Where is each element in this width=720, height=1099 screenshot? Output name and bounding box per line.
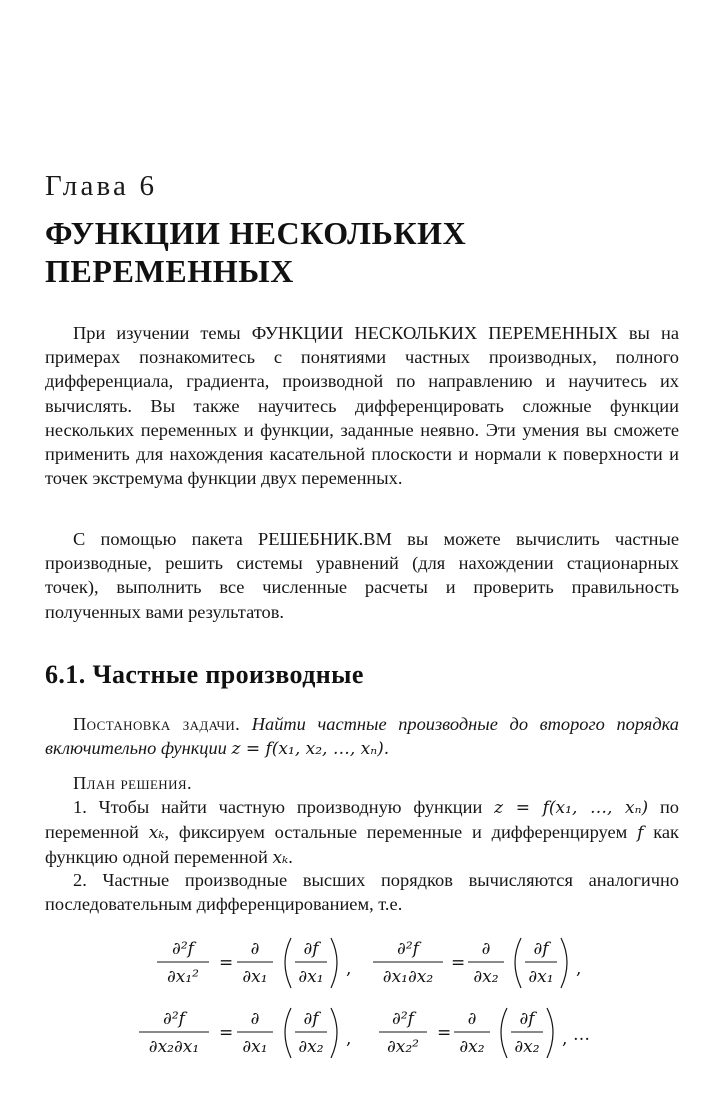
r1-left-num: ∂²f [172, 939, 194, 959]
task-label: Постановка задачи. [73, 714, 241, 734]
r1-inner2-num: ∂f [533, 939, 549, 959]
r1-inner2-den: ∂x₁ [528, 967, 554, 987]
step1-text-c: , фиксируем остальные переменные и дифференцируем [164, 822, 628, 843]
step1-text-b: по переменной [45, 797, 679, 843]
r1-left-den: ∂x₁² [166, 967, 200, 987]
chapter-title-line-2: ПЕРЕМЕННЫХ [45, 253, 294, 289]
r2-ellipsis: … [573, 1025, 590, 1045]
step1-text-a: 1. Чтобы найти частную производную функции [73, 797, 483, 817]
chapter-title [45, 214, 679, 290]
task-formula: z = f(x₁, x₂, …, xₙ). [231, 739, 390, 760]
chapter-title-line-1: ФУНКЦИИ НЕСКОЛЬКИХ [45, 215, 467, 251]
plan-step-2: 2. Частные производные высших порядков вычисляются аналогично последовательным дифференцированием, т.е. [45, 870, 679, 915]
r2-eq: = [219, 1023, 234, 1043]
section-title: 6.1. Частные производные [45, 660, 364, 689]
step1-variable: xₖ [148, 823, 165, 844]
r2-inner-num: ∂f [303, 1009, 319, 1029]
r2-left-den: ∂x₂∂x₁ [148, 1037, 200, 1057]
r1-op2-den: ∂x₂ [473, 967, 499, 987]
formula-row-2 [139, 1008, 590, 1058]
chapter-label: Глава 6 [45, 170, 158, 202]
step1-function: f [637, 823, 644, 844]
r2-op2-num: ∂ [467, 1009, 477, 1029]
formula-row-1 [157, 938, 581, 988]
r1-right-num: ∂²f [397, 939, 419, 959]
r1-op2-num: ∂ [481, 939, 491, 959]
r1-eq-2: = [451, 953, 466, 973]
step1-variable-2: xₖ [272, 848, 289, 869]
r2-inner-den: ∂x₂ [298, 1037, 324, 1057]
r2-op-num: ∂ [250, 1009, 260, 1029]
task-statement [45, 712, 679, 761]
r2-comma-1: , [346, 1029, 352, 1049]
r1-inner-den: ∂x₁ [298, 967, 324, 987]
intro-paragraph-2: С помощью пакета РЕШЕБНИК.ВМ вы можете вычислить частные производные, решить системы уравнений (для нахождении стационарных точек), выполнить все численные расчеты и проверить правильность полученных вами результатов. [45, 529, 679, 622]
step1-formula: z = f(x₁, …, xₙ) [494, 798, 649, 818]
step1-text-d: как функцию одной переменной [45, 822, 679, 868]
r1-op-num: ∂ [250, 939, 260, 959]
r2-left-num: ∂²f [163, 1009, 185, 1029]
plan-label-text: План решения. [73, 773, 192, 793]
r2-comma-2: , [562, 1029, 568, 1049]
intro-paragraph-1: При изучении темы ФУНКЦИИ НЕСКОЛЬКИХ ПЕРЕМЕННЫХ вы на примерах познакомитесь с понятиями частных производных, полного дифференциала, градиента, производной по направлению и научитесь их вычислять. Вы также научитесь дифференцировать сложные функции нескольких переменных и функции, заданные неявно. Эти умения вы сможете применить для нахождения касательной плоскости и нормали к поверхности и точек экстремума функции двух переменных. [45, 323, 679, 489]
r1-comma-2: , [576, 959, 582, 979]
r1-comma-1: , [346, 959, 352, 979]
plan-step-1 [45, 795, 679, 871]
r2-inner2-den: ∂x₂ [514, 1037, 540, 1057]
r2-eq-2: = [437, 1023, 452, 1043]
book-page [45, 0, 679, 1099]
step1-end: . [288, 847, 293, 868]
r1-op-den: ∂x₁ [242, 967, 268, 987]
task-text: Найти частные производные до второго порядка включительно функции [45, 714, 679, 759]
r2-inner2-num: ∂f [519, 1009, 535, 1029]
r2-op2-den: ∂x₂ [459, 1037, 485, 1057]
formula-svg [45, 930, 679, 1080]
r2-right-num: ∂²f [392, 1009, 414, 1029]
r2-op-den: ∂x₁ [242, 1037, 268, 1057]
second-derivative-formulas [45, 930, 679, 1080]
r1-right-den: ∂x₁∂x₂ [382, 967, 434, 987]
r1-eq: = [219, 953, 234, 973]
r2-right-den: ∂x₂² [386, 1037, 420, 1057]
r1-inner-num: ∂f [303, 939, 319, 959]
plan-label [45, 771, 679, 795]
